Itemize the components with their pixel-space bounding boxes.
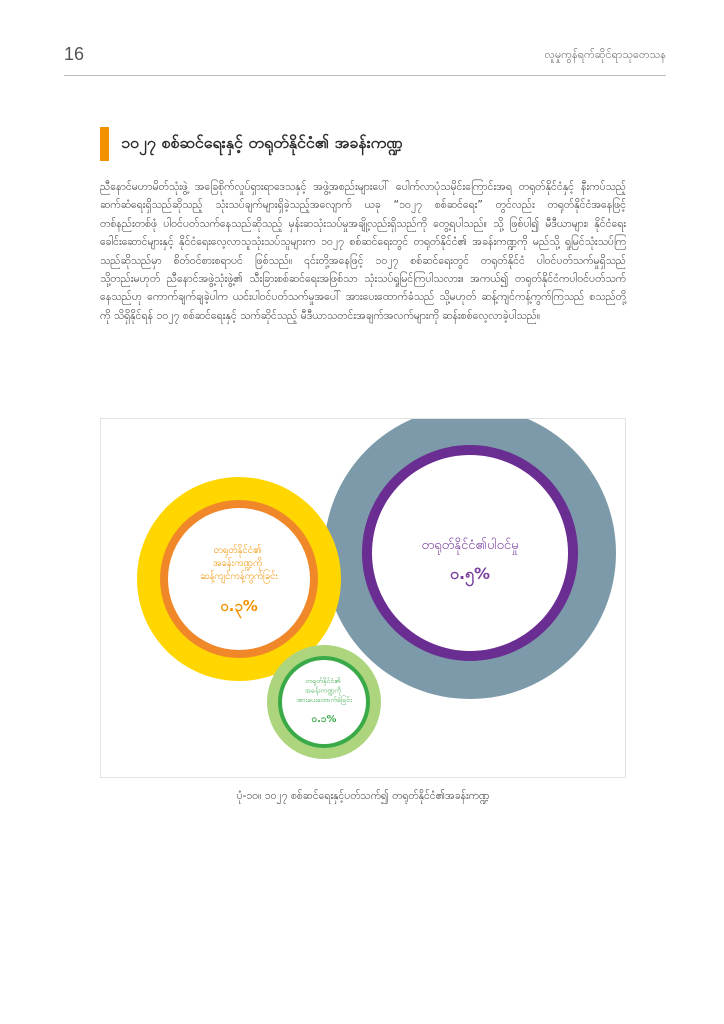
heading-accent-bar	[100, 127, 109, 161]
bubble-small-label: တရုတ်နိုင်ငံ၏ အခန်းကဏ္ဍကို အားပေးထောက်ခံခြင်း	[296, 677, 352, 704]
bubble-large	[324, 419, 616, 699]
bubble-small	[267, 645, 381, 759]
bubble-medium-value: ၀.၃%	[220, 597, 258, 615]
bubble-chart	[101, 419, 627, 779]
header-divider	[64, 75, 666, 76]
body-paragraph: ညီနောင်မဟာမိတ်သုံးဖွဲ့ အခြေစိုက်လှုပ်ရှားရာဒေသနှင့် အဖွဲ့အစည်းများပေါ် ပေါက်လာပုံသမိုင်းကြောင်းအရ တရုတ်နိုင်ငံနှင့် နီးကပ်သည့် ဆက်ဆံရေးရှိသည်ဆိုသည့် သုံးသပ်ချက်များရှိခဲ့သည့်အလျောက် ယခု “၁၀၂၇ စစ်ဆင်ရေး” တွင်လည်း တရုတ်နိုင်ငံအနေဖြင့် တစ်နည်းတစ်ဖုံ ပါဝင်ပတ်သက်နေသည်ဆိုသည့် မှန်းဆသုံးသပ်မှုအချို့လည်းရှိသည်ကို တွေ့ရပါသည်။ သို့ ဖြစ်ပါ၍ မီဒီယာများ၊ နိုင်ငံရေးခေါင်းဆောင်များနှင့် နိုင်ငံရေးလေ့လာသူသုံးသပ်သူများက ၁၀၂၇ စစ်ဆင်ရေးတွင် တရုတ်နိုင်ငံ၏ အခန်းကဏ္ဍကို မည်သို့ ရှုမြင်သုံးသပ်ကြသည်ဆိုသည်မှာ စိတ်ဝင်စားစရာပင် ဖြစ်သည်။ ၎င်းတို့အနေဖြင့် ၁၀၂၇ စစ်ဆင်ရေးတွင် တရုတ်နိုင်ငံ ပါဝင်ပတ်သက်မှုရှိသည် သို့တည်းမဟုတ် ညီနောင်အဖွဲ့သုံးဖွဲ့၏ သီးခြားစစ်ဆင်ရေးအဖြစ်သာ သုံးသပ်ရှုမြင်ကြပါသလား။ အကယ်၍ တရုတ်နိုင်ငံကပါဝင်ပတ်သက်နေသည်ဟု ကောက်ချက်ချခဲ့ပါက ယင်းပါဝင်ပတ်သက်မှုအပေါ် အားပေးထောက်ခံသည် သို့မဟုတ် ဆန့်ကျင်ကန့်ကွက်ကြသည် စသည်တို့ကို သိရှိနိုင်ရန် ၁၀၂၇ စစ်ဆင်ရေးနှင့် သက်ဆိုင်သည့် မီဒီယာသတင်းအချက်အလက်များကို ဆန်းစစ်လေ့လာခဲ့ပါသည်။	[100, 181, 626, 322]
running-header: လူမှုကွန်ရက်ဆိုင်ရာသုတေသန	[544, 48, 666, 61]
bubble-small-value: ၀.၁%	[311, 714, 337, 725]
bubble-large-inner	[372, 455, 568, 651]
figure-caption: ပုံ-၁၀။ ၁၀၂၇ စစ်ဆင်ရေးနှင့်ပတ်သက်၍ တရုတ်နိုင်ငံ၏အခန်းကဏ္ဍ	[236, 790, 490, 802]
bubble-large-label: တရုတ်နိုင်ငံ၏ပါဝင်မှု	[421, 538, 519, 553]
section-title: ၁၀၂၇ စစ်ဆင်ရေးနှင့် တရုတ်နိုင်ငံ၏ အခန်းကဏ္ဍ	[121, 133, 403, 152]
bubble-large-value: ၀.၅%	[449, 564, 491, 583]
page-number: 16	[64, 44, 85, 64]
bubble-medium-label: တရုတ်နိုင်ငံ၏ အခန်းကဏ္ဍကို ဆန့်ကျင်ကန့်ကွက်ခြင်း	[200, 545, 278, 582]
section-heading	[100, 127, 640, 161]
bubble-figure	[100, 418, 626, 778]
